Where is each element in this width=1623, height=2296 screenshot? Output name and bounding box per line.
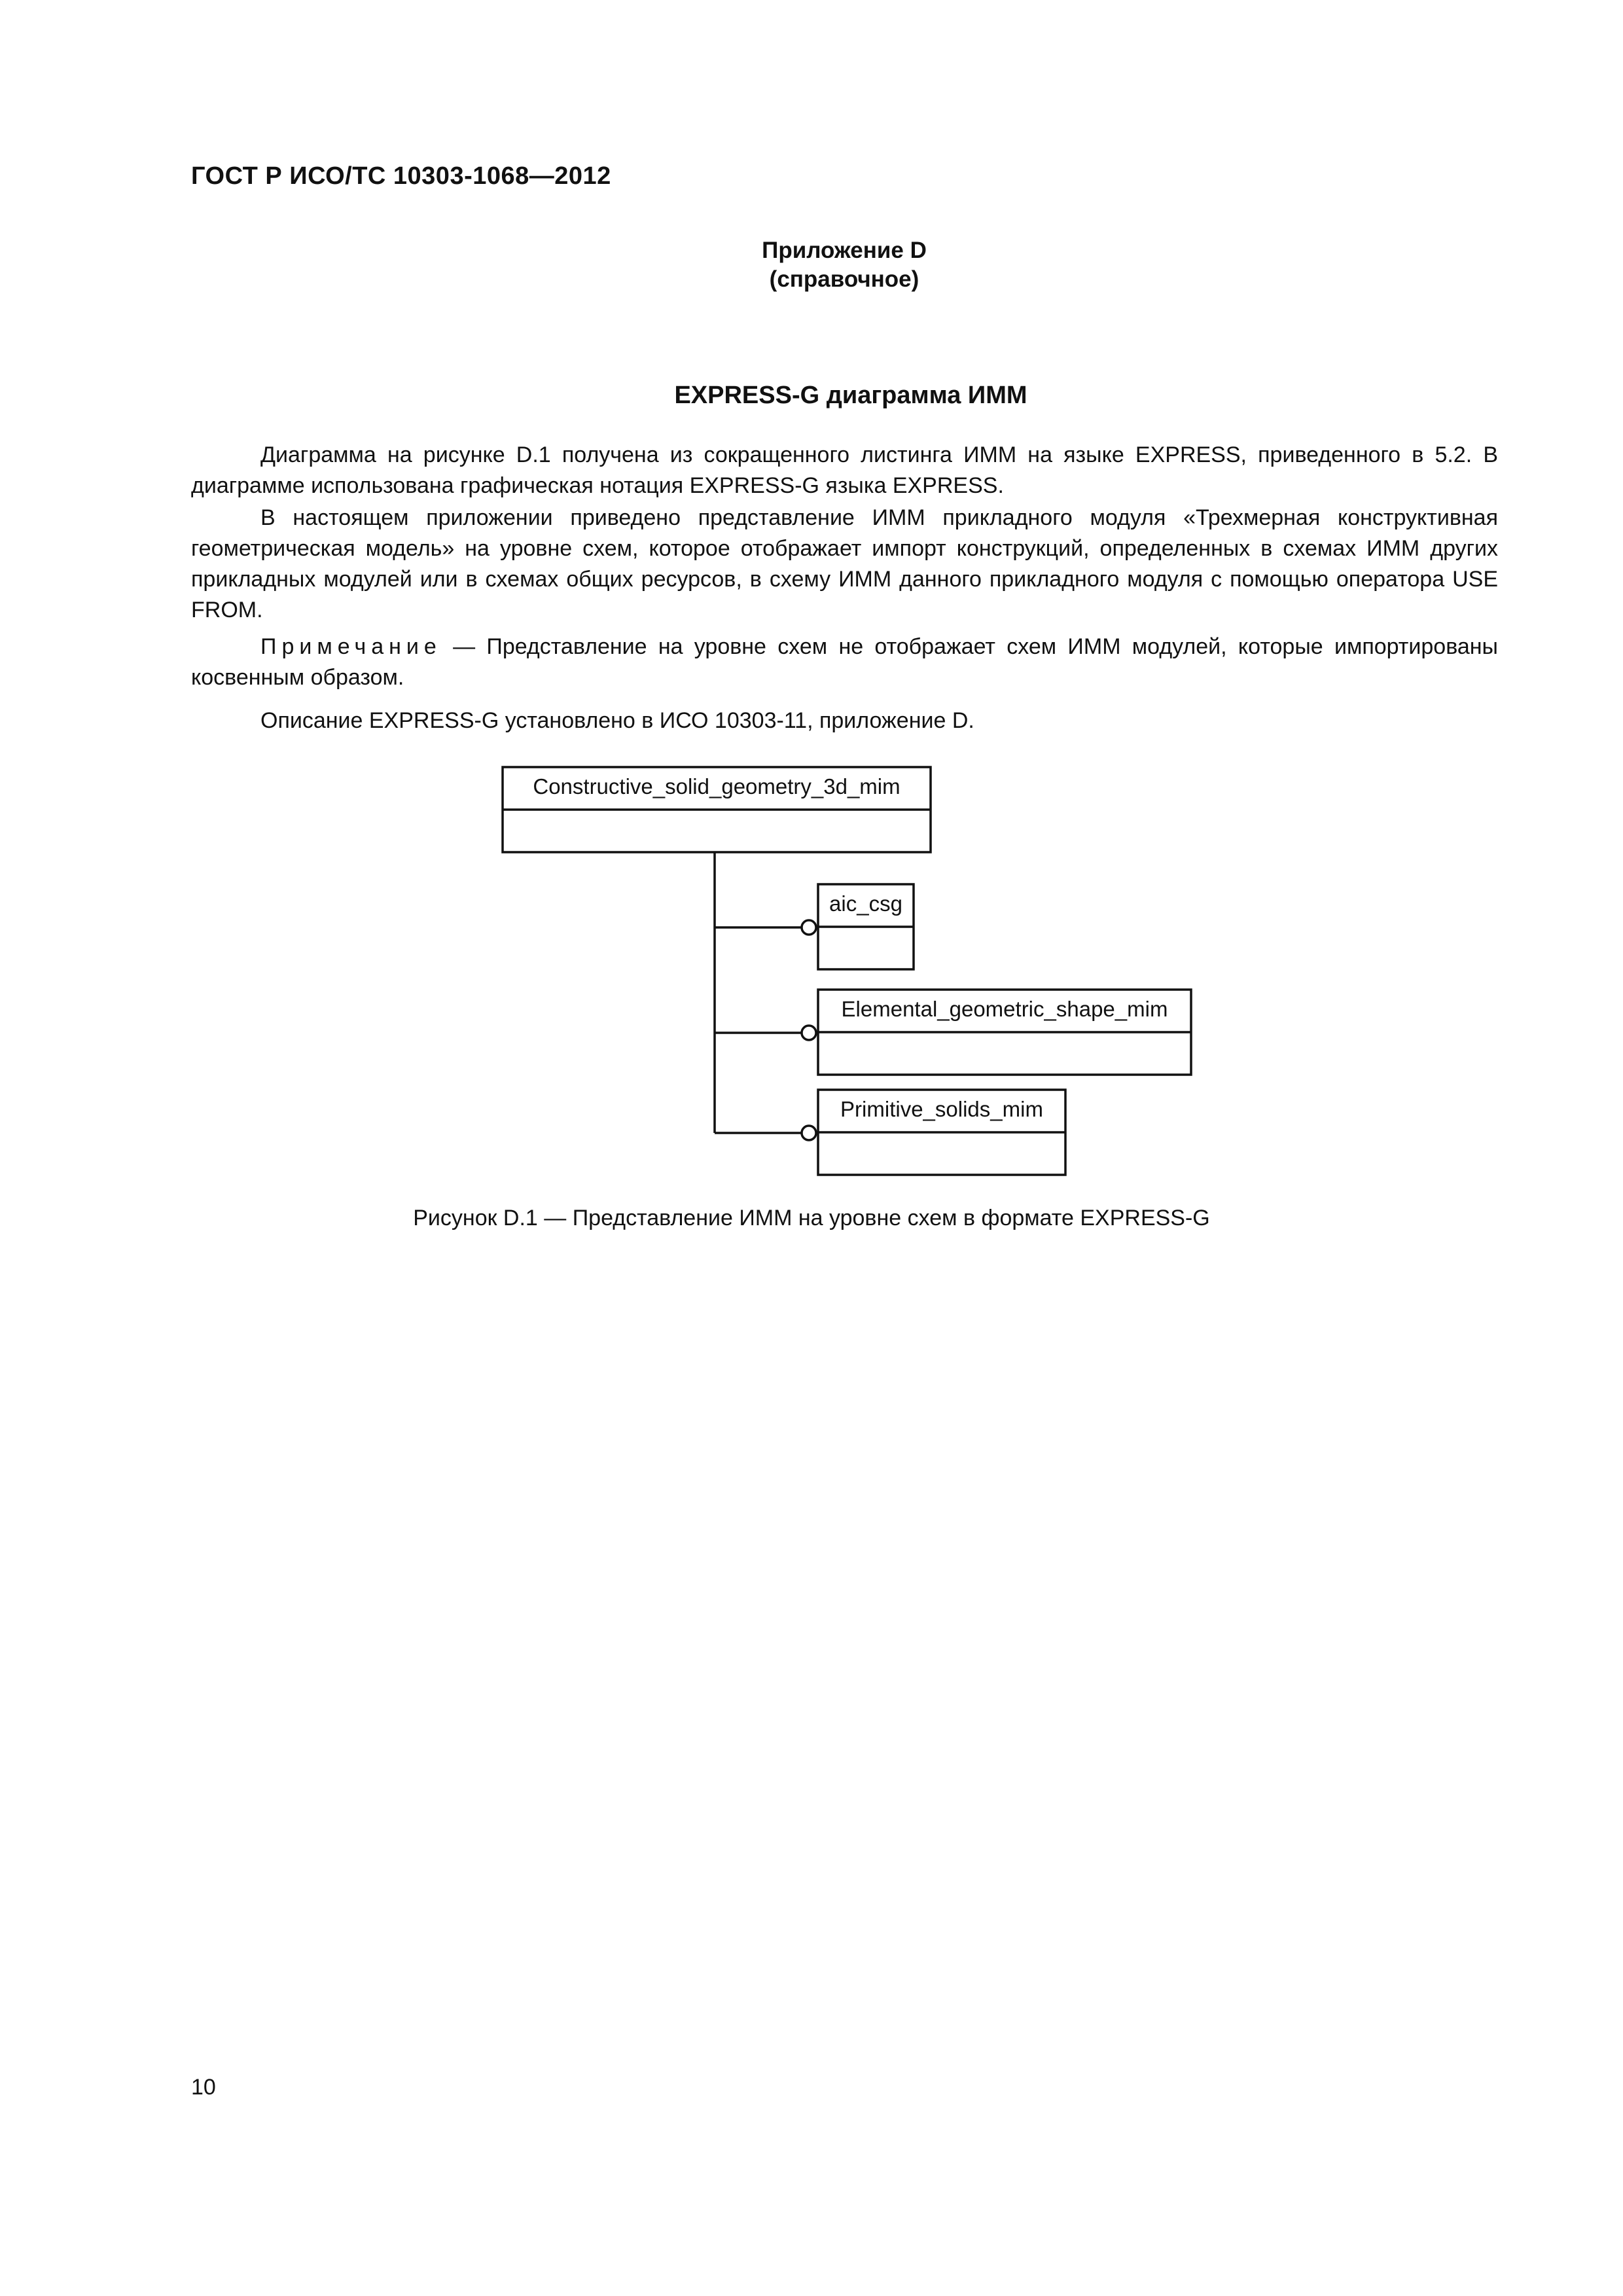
connector-circle-primitive: [802, 1126, 816, 1140]
connector-circle-elemental: [802, 1026, 816, 1040]
schema-label-primitive: Primitive_solids_mim: [840, 1097, 1043, 1121]
connector-circle-aic-csg: [802, 920, 816, 935]
annex-type: (справочное): [769, 266, 919, 292]
paragraph-1-text: Диаграмма на рисунке D.1 получена из сокращенного листинга ИММ на языке EXPRESS, приведенного в 5.2. В диаграмме использована графическая нотация EXPRESS-G языка EXPRESS.: [191, 442, 1498, 498]
schema-label-aic-csg: aic_csg: [829, 891, 902, 916]
root-schema-label: Constructive_solid_geometry_3d_mim: [533, 774, 901, 798]
annex-title: Приложение D: [762, 238, 927, 263]
paragraph-2-text: В настоящем приложении приведено представление ИММ прикладного модуля «Трехмерная конструктивная геометрическая модель» на уровне схем, которое отображает импорт конструкций, определенных в схемах ИММ других прикладных модулей или в схемах общих ресурсов, в схему ИММ данного прикладного модуля с помощью оператора USE FROM.: [191, 505, 1498, 622]
standard-id: ГОСТ Р ИСО/ТС 10303-1068—2012: [191, 162, 611, 190]
schema-label-elemental: Elemental_geometric_shape_mim: [841, 997, 1168, 1021]
section-heading: EXPRESS-G диаграмма ИММ: [674, 382, 1027, 409]
figure-caption: Рисунок D.1 — Представление ИММ на уровне схем в формате EXPRESS-G: [413, 1206, 1210, 1230]
page-number: 10: [191, 2075, 216, 2100]
paragraph-3-text: Описание EXPRESS-G установлено в ИСО 10303-11, приложение D.: [260, 708, 974, 733]
note-text: — Представление на уровне схем не отображает схем ИММ модулей, которые импортированы косвенным образом.: [191, 634, 1498, 690]
note-label: Примечание: [260, 634, 442, 659]
